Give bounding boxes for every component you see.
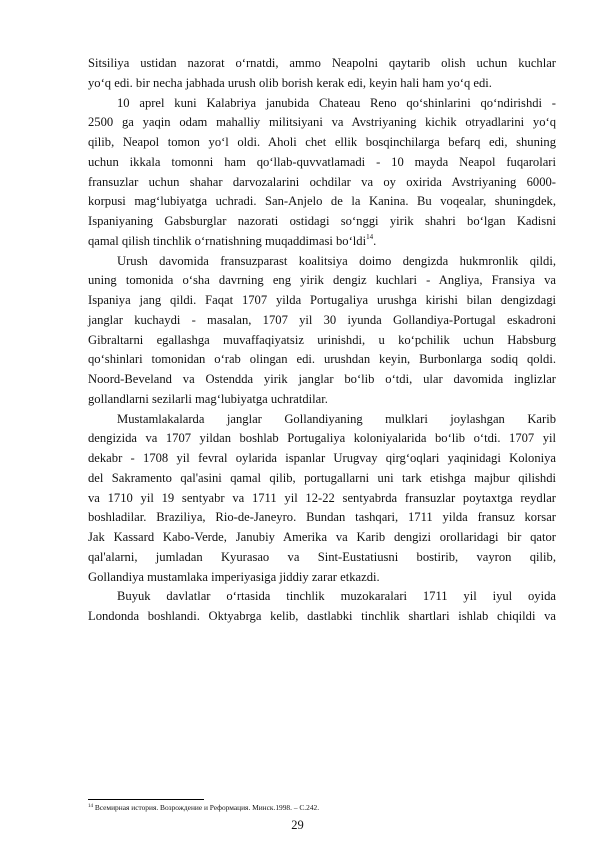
text-line: Ispaniya jang qildi. Faqat 1707 yilda Portugaliya urushga kirishi bilan dengizdagi xyxy=(88,293,556,307)
text-line: korpusi mag‘lubiyatga uchradi. San-Anjelo de la Kanina. Bu voqealar, shuningdek, xyxy=(88,194,556,209)
text-line: Sitsiliya ustidan nazorat o‘rnatdi, ammo Neapolni qaytarib olish uchun kuchlar xyxy=(88,56,556,70)
text-line: 10 aprel kuni Kalabriya janubida Chateau Reno qo‘shinlarini qo‘ndirishdi - xyxy=(117,95,556,110)
page-number: 29 xyxy=(291,818,304,832)
text-line: qamal qilish tinchlik o‘rnatishning muqaddimasi bo‘ldi xyxy=(88,233,367,248)
text-line: qilib, Neapol tomon yo‘l oldi. Aholi chet ellik bosqinchilarga befarq edi, shuning xyxy=(88,135,556,149)
text-line: qal'alarni, jumladan Kyurasao va Sint-Eustatiusni bostirib, vayron qilib, xyxy=(88,549,556,564)
text-line: uchun ikkala tomonni ham qo‘llab-quvvatlamadi - 10 mayda Neapol fuqarolari xyxy=(88,154,556,169)
text-line: va 1710 yil 19 sentyabr va 1711 yil 12-22 sentyabrda fransuzlar poytaxtga reydlar xyxy=(88,490,556,505)
text-line: qo‘shinlari tomonidan o‘rab olingan edi. urushdan keyin, Burbonlarga sodiq qoldi. xyxy=(88,352,556,367)
text-line: dengizida va 1707 yildan boshlab Portugaliya koloniyalarida bo‘lib o‘tdi. 1707 yil xyxy=(88,431,556,446)
sentence-end: . xyxy=(373,233,377,248)
text-line: gollandlarni sezilarli mag‘lubiyatga uchratdilar. xyxy=(88,391,328,406)
footnote-separator xyxy=(88,799,204,800)
text-line: Noord-Beveland va Ostendda yirik janglar bo‘lib o‘tdi, ular davomida inglizlar xyxy=(88,372,556,386)
text-line: Ispaniyaning Gabsburglar nazorati ostidagi so‘nggi yirik shahri bo‘lgan Kadisni xyxy=(88,214,556,228)
text-line: fransuzlar uchun shahar darvozalarini ochdilar va oy oxirida Avstriyaning 6000- xyxy=(88,174,556,189)
text-line: Gibraltarni egallashga muvaffaqiyatsiz urinishdi, u ko‘pchilik uchun Habsburg xyxy=(88,332,556,347)
text-line-with-footnote xyxy=(88,232,556,252)
footnote xyxy=(88,802,556,813)
text-line: yo‘q edi. bir necha jabhada urush olib borish kerak edi, keyin hali ham yo‘q edi. xyxy=(88,75,492,90)
document-body xyxy=(88,54,556,627)
text-line: boshladilar. Braziliya, Rio-de-Janeyro. Bundan tashqari, 1711 yilda fransuz korsar xyxy=(88,510,556,525)
text-line: Londonda boshlandi. Oktyabrga kelib, dastlabki tinchlik shartlari ishlab chiqildi va xyxy=(88,609,556,623)
text-line: Mustamlakalarda janglar Gollandiyaning mulklari joylashgan Karib xyxy=(117,411,556,426)
text-line: Urush davomida fransuzparast koalitsiya doimo dengizda hukmronlik qildi, xyxy=(117,253,556,268)
text-line: del Sakramento qal'asini qamal qilib, portugallarni uni tark etishga majbur qilishdi xyxy=(88,470,556,485)
footnote-marker: 14 xyxy=(88,804,93,809)
text-line: uning tomonida o‘sha davrning eng yirik dengiz kuchlari - Angliya, Fransiya va xyxy=(88,273,556,288)
footnote-reference[interactable]: 14 xyxy=(366,232,374,241)
text-line: dekabr - 1708 yil fevral oylarida ispanlar Urugvay qirg‘oqlari yaqinidagi Koloniya xyxy=(88,451,556,465)
footnote-text: Всемирная история. Возрождение и Реформация. Минск.1998. – С.242. xyxy=(93,803,320,812)
text-line: Jak Kassard Kabo-Verde, Janubiy Amerika va Karib dengizi orollaridagi bir qator xyxy=(88,530,556,544)
text-line: 2500 ga yaqin odam mahalliy militsiyani va Avstriyaning kichik otryadlarini yo‘q xyxy=(88,115,556,130)
text-line: janglar kuchaydi - masalan, 1707 yil 30 iyunda Gollandiya-Portugal eskadroni xyxy=(88,312,556,327)
text-line: Gollandiya mustamlaka imperiyasiga jiddiy zarar etkazdi. xyxy=(88,569,380,584)
text-line: Buyuk davlatlar o‘rtasida tinchlik muzokaralari 1711 yil iyul oyida xyxy=(117,589,556,604)
